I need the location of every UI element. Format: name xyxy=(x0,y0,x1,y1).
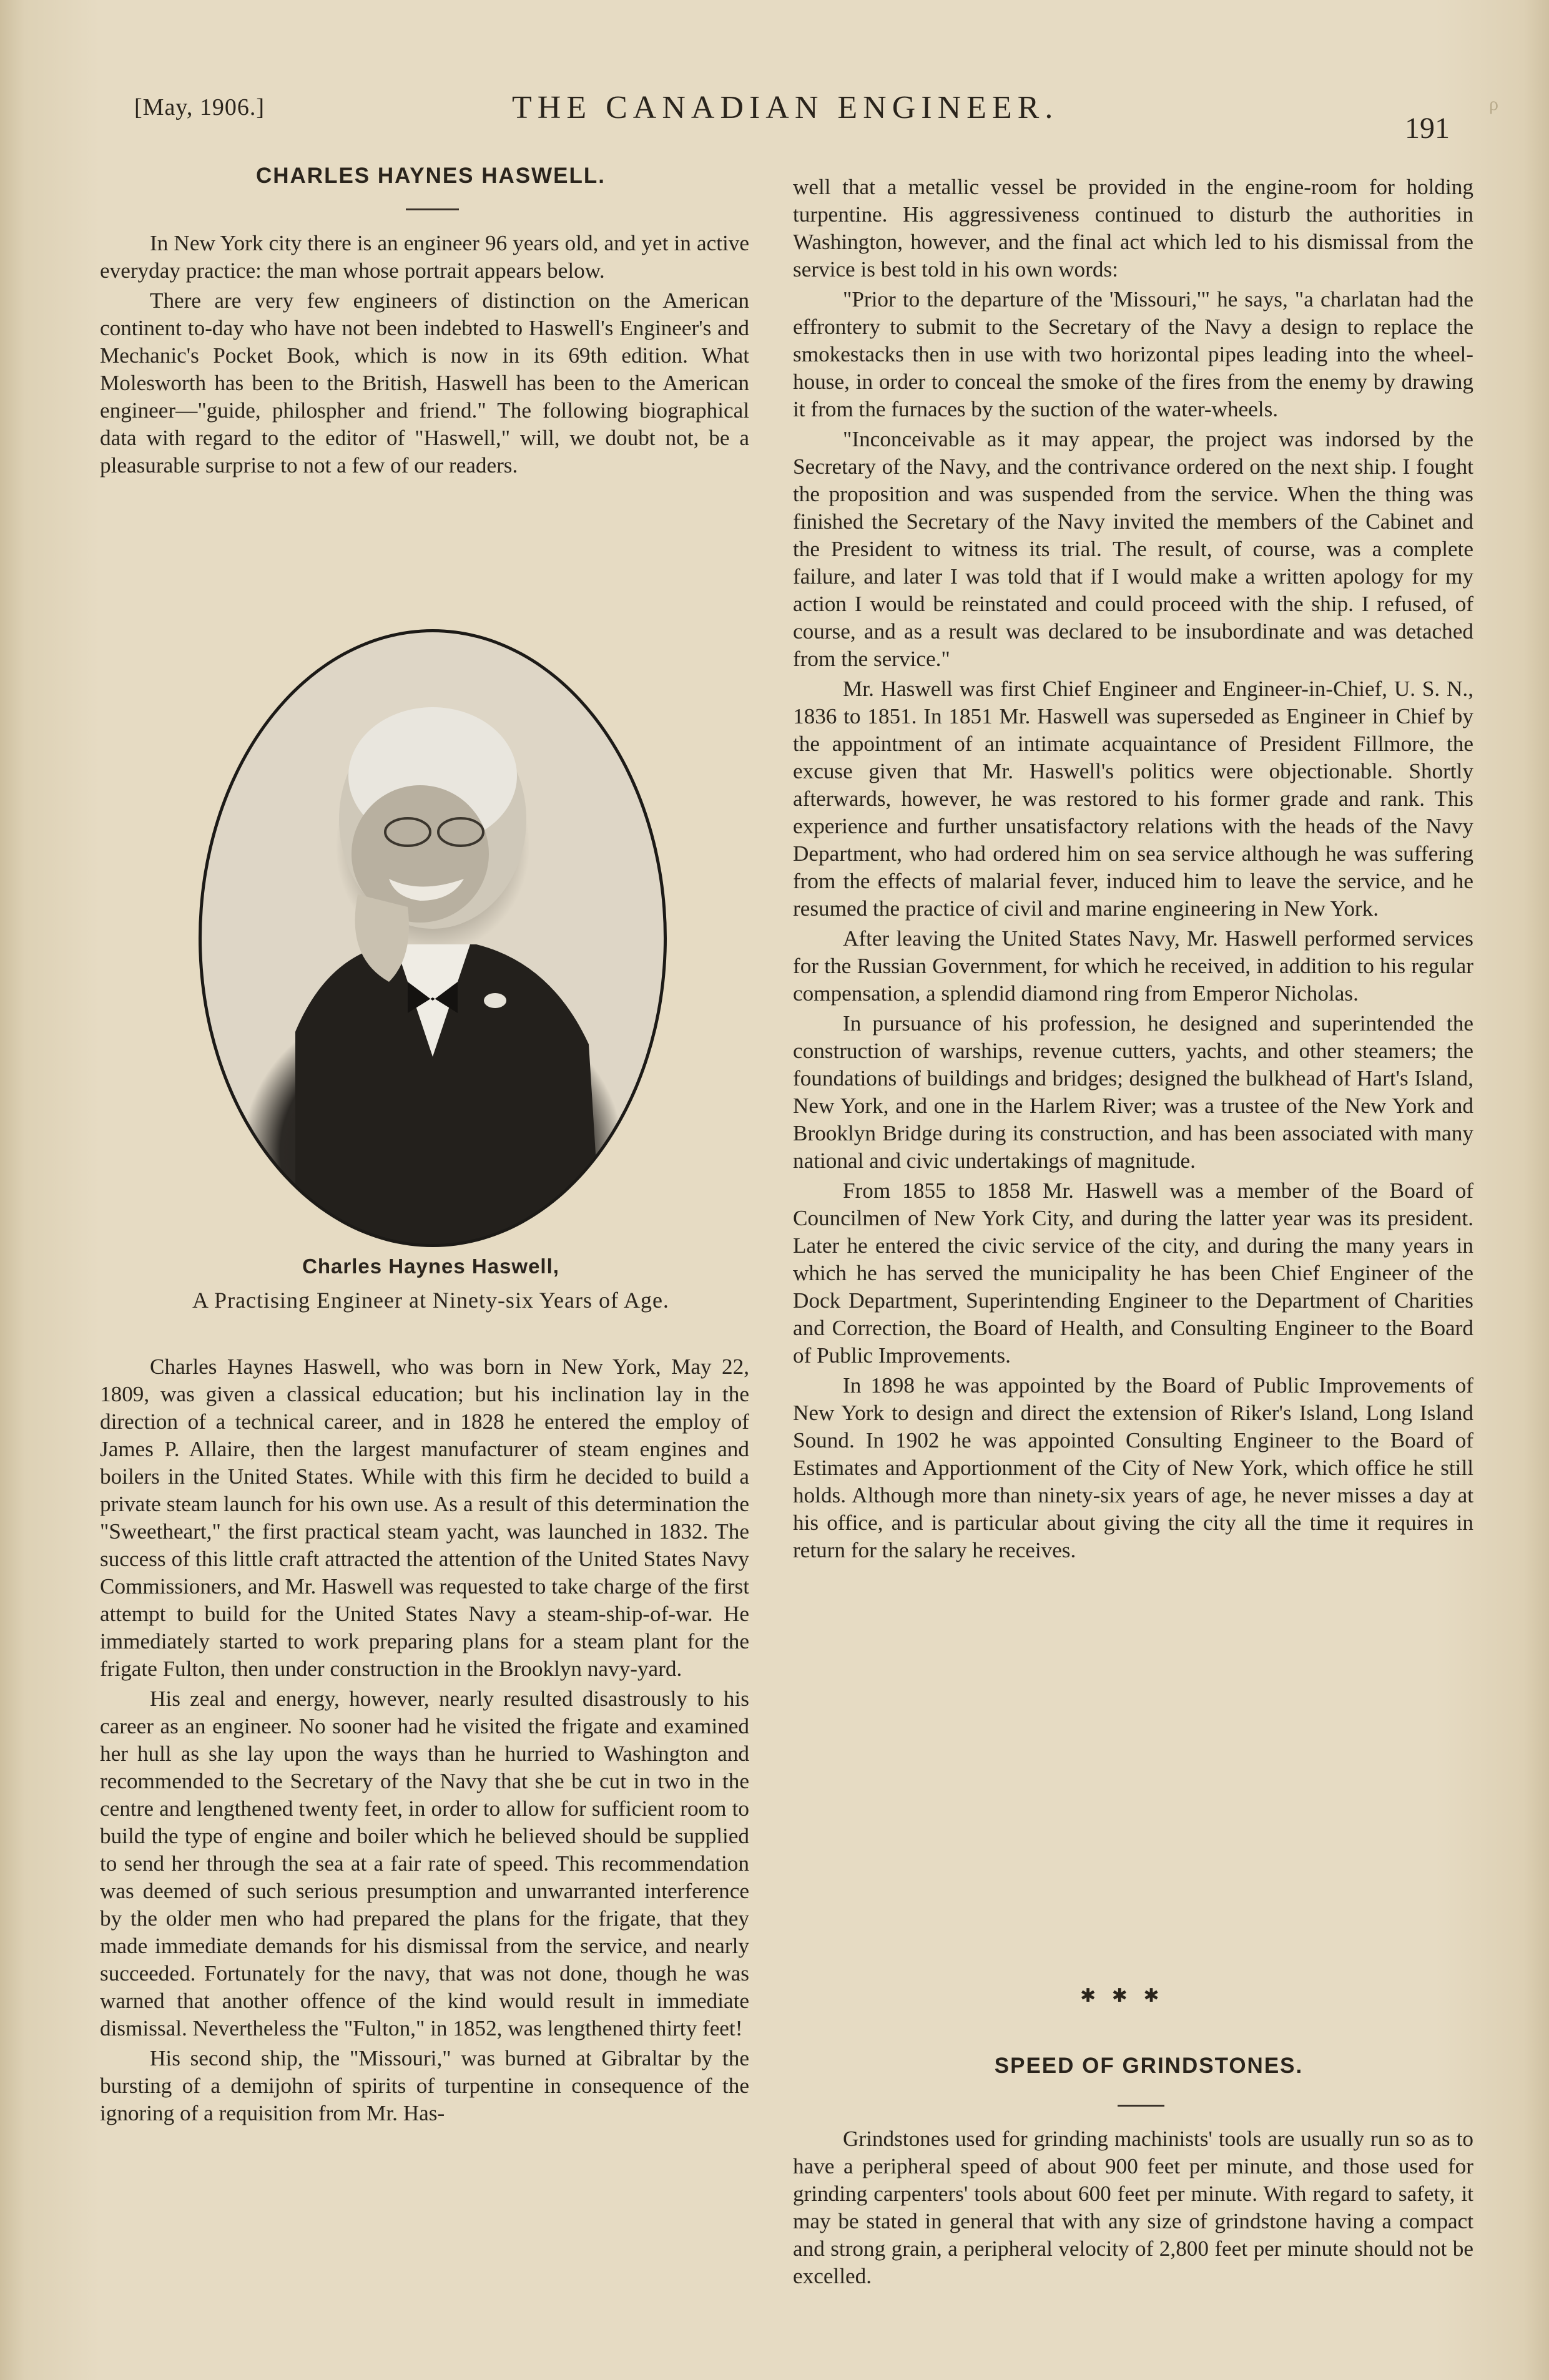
article-2-title: SPEED OF GRINDSTONES. xyxy=(994,2054,1304,2078)
body-paragraph: In pursuance of his profession, he designed and superintended the construction of warships, revenue cutters, yachts, and other steamers; the foundations of buildings and bridges; designed the bulkhead of Hart's Island, New York, and one in the Harlem River; was a trustee of the New York and Brooklyn Bridge during its construction, and has been associated with many national and civic undertakings of magnitude. xyxy=(793,1011,1473,1173)
intro-paragraph-2: There are very few engineers of distinction on the American continent to-day who have not been indebted to Haswell's Engineer's and Mechanic's Pocket Book, which is now in its 69th edition. What Molesworth has been to the British, Haswell has been to the American engineer—"guide, philospher and friend." The following biographical data with regard to the editor of "Haswell," will, we doubt not, be a pleasurable surprise to not a few of our readers. xyxy=(100,288,749,477)
body-column-2 xyxy=(793,174,1473,1564)
body-column-1 xyxy=(100,1353,749,2127)
portrait-illustration xyxy=(202,632,664,1244)
section-separator: ✱ ✱ ✱ xyxy=(1080,1985,1164,2007)
body-paragraph: In 1898 he was appointed by the Board of Public Improvements of New York to design and direct the extension of Riker's Island, Long Island Sound. In 1902 he was appointed Consulting Engineer to the Board of Estimates and Apportionment of the City of New York, which office he still holds. Although more than ninety-six years of age, he never misses a day at his office, and is particular about giving the city all the time it requires in return for the salary he receives. xyxy=(793,1373,1473,1562)
intro-text xyxy=(100,230,749,479)
portrait-caption-name: Charles Haynes Haswell, xyxy=(302,1255,559,1278)
title-rule xyxy=(406,208,459,210)
corner-mark: ρ xyxy=(1489,94,1498,114)
intro-paragraph-1: In New York city there is an engineer 96 years old, and yet in active everyday practice: the man whose portrait appears below. xyxy=(100,231,749,283)
issue-date: [May, 1906.] xyxy=(134,94,265,120)
body-paragraph: From 1855 to 1858 Mr. Haswell was a member of the Board of Councilmen of New York City, and during the latter year was its president. Later he entered the civic service of the city, and during the many years in which he has served the municipality he has been Chief Engineer of the Dock Department, Superintending Engineer to the Department of Charities and Correction, the Board of Health, and Consulting Engineer to the Board of Public Improvements. xyxy=(793,1178,1473,1368)
body-paragraph: well that a metallic vessel be provided in the engine-room for holding turpentine. His aggressiveness continued to disturb the authorities in Washington, however, and the final act which led to his dismissal from the service is best told in his own words: xyxy=(793,175,1473,282)
article-2-body xyxy=(793,2125,1473,2290)
body-paragraph: Charles Haynes Haswell, who was born in New York, May 22, 1809, was given a classical education; but his inclination lay in the direction of a technical career, and in 1828 he entered the employ of James P. Allaire, then the largest manufacturer of steam engines and boilers in the United States. While with this firm he decided to build a private steam launch for his own use. As a result of this determination the "Sweetheart," the first practical steam yacht, was launched in 1832. The success of this little craft attracted the attention of the United States Navy Commissioners, and Mr. Haswell was requested to take charge of the first attempt to build for the United States Navy a steam-ship-of-war. He immediately started to work preparing plans for a steam plant for the frigate Fulton, then under construction in the Brooklyn navy-yard. xyxy=(100,1354,749,1681)
page-number: 191 xyxy=(1405,112,1450,145)
article-2-rule xyxy=(1118,2105,1164,2107)
portrait-caption-subtitle: A Practising Engineer at Ninety-six Years of Age. xyxy=(192,1288,669,1313)
body-paragraph: Grindstones used for grinding machinists' tools are usually run so as to have a peripheral speed of about 900 feet per minute, and those used for grinding carpenters' tools about 600 feet per minute. With regard to safety, it may be stated in general that with any size of grindstone having a compact and strong grain, a peripheral velocity of 2,800 feet per minute should not be excelled. xyxy=(793,2127,1473,2288)
body-paragraph: "Prior to the departure of the 'Missouri,'" he says, "a charlatan had the effrontery to submit to the Secretary of the Navy a design to replace the smokestacks then in use with two horizontal pipes leading into the wheel-house, in order to conceal the smoke of the fires from the enemy by drawing it from the furnaces by the suction of the water-wheels. xyxy=(793,287,1473,421)
body-paragraph: "Inconceivable as it may appear, the project was indorsed by the Secretary of the Navy, and the contrivance ordered on the next ship. I fought the proposition and was suspended from the service. When the thing was finished the Secretary of the Navy invited the members of the Cabinet and the President to witness its trial. The result, of course, was a complete failure, and later I was told that if I would make a written apology for my action I would be reinstated and could proceed with the ship. I refused, of course, and as a result was declared to be insubordinate and was detached from the service." xyxy=(793,427,1473,671)
journal-title: THE CANADIAN ENGINEER. xyxy=(512,90,1059,125)
body-paragraph: His zeal and energy, however, nearly resulted disastrously to his career as an engineer. No sooner had he visited the frigate and examined her hull as she lay upon the ways than he hurried to Washington and recommended to the Secretary of the Navy that she be cut in two in the centre and lengthened twenty feet, in order to allow for sufficient room to build the type of engine and boiler which he believed should be supplied to send her through the sea at a fair rate of speed. This recommendation was deemed of such serious presumption and unwarranted interference by the older men who had prepared the plans for the frigate, that they made immediate demands for his dismissal from the service, and nearly succeeded. Fortunately for the navy, that was not done, though he was warned that another offence of the kind would result in immediate dismissal. Nevertheless the "Fulton," in 1852, was lengthened thirty feet! xyxy=(100,1687,749,2040)
body-paragraph: Mr. Haswell was first Chief Engineer and Engineer-in-Chief, U. S. N., 1836 to 1851. In 1851 Mr. Haswell was superseded as Engineer in Chief by the appointment of an intimate acquaintance of President Fillmore, the excuse given that Mr. Haswell's politics were objectionable. Shortly afterwards, however, he was restored to his former grade and rank. This experience and further unsatisfactory relations with the heads of the Navy Department, who had ordered him on sea service although he was suffering from the effects of malarial fever, induced him to leave the service, and he resumed the practice of civil and marine engineering in New York. xyxy=(793,677,1473,921)
body-paragraph: His second ship, the "Missouri," was burned at Gibraltar by the bursting of a demijohn of spirits of turpentine in consequence of the ignoring of a requisition from Mr. Has- xyxy=(100,2046,749,2125)
body-paragraph: After leaving the United States Navy, Mr. Haswell performed services for the Russian Government, for which he received, in addition to his regular compensation, a splendid diamond ring from Emperor Nicholas. xyxy=(793,926,1473,1006)
article-title: CHARLES HAYNES HASWELL. xyxy=(255,164,606,188)
portrait-photo xyxy=(199,629,667,1247)
